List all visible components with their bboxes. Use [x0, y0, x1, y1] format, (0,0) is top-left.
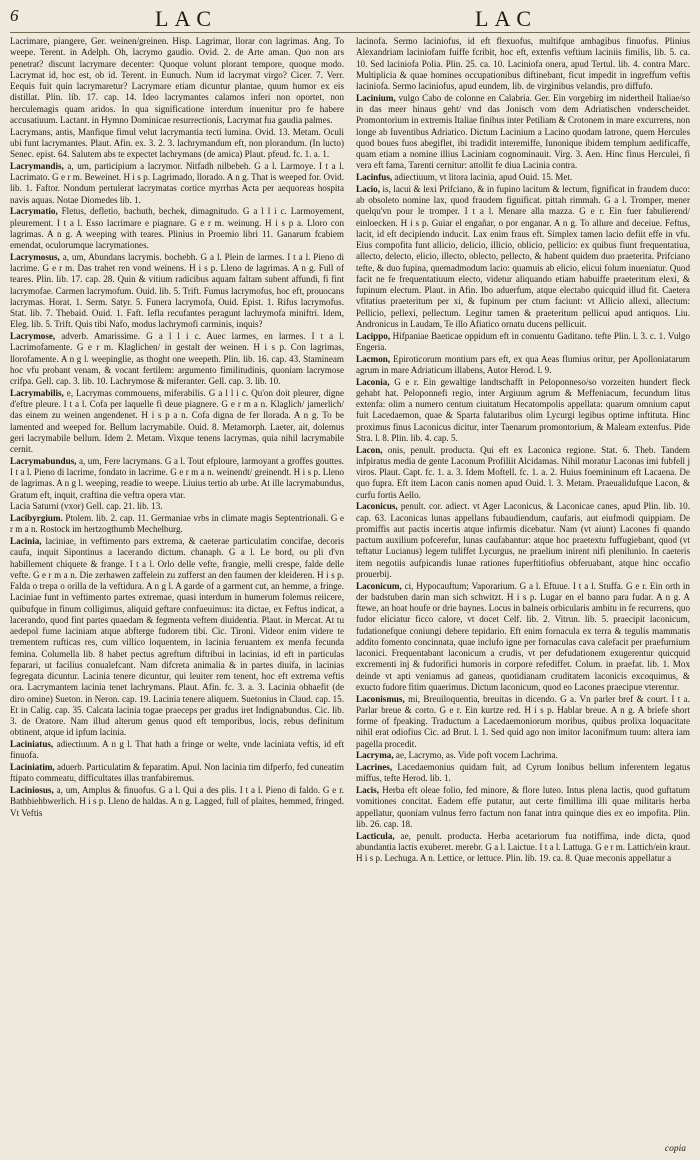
dictionary-entry [10, 739, 344, 762]
dictionary-entry [10, 388, 344, 456]
entry-headword: Lacrymandis, [10, 160, 64, 171]
entry-headword: Laciniosus, [10, 785, 54, 795]
entry-text: Lacrimare, piangere, Ger. weinen/greinen. Hisp. Lagrimar, llorar con lagrimas. Ang. To weepe. Terent. in Adelph. Oh, lacrymo gaudio. Ovid. 2. de Arte aman. Quo non ars penetrat? discunt lacrymare decenter: Quoque volunt plorant tempore, quoque modo. Lacrymat id, hoc est, ob id. Terent. in Eunuch. Num id lacrymat virgo? Cicer. 7. Verr. Eequis fuit quin lacrymaretur? Lacrymare etiam dicuntur plantae, quum humor ex eis distillat. Plin. lib. 17. cap. 14. Ideo lacrymantes calamos inferi non oportet, non herculemagis quam aridos. In qua significatione interdum inuenitur pro fe habere accusatiuum. Lactant. in Hymno Dominicae resurrectionis, Lacrymat fua gaudia palmes. [10, 36, 344, 125]
dictionary-entry [10, 206, 344, 251]
entry-text: Herba eft oleae folio, fed minore, & flore luteo. Intus plena lactis, quod guftatum vomitiones concitat. Eadem effe putatur, aut certe fimillima illi quae militaris herba appellatur, quoniam vulnus ferro factum non fanat intra quinque dies ex eo impofita. Plin. lib. 26. cap. 18. [356, 785, 690, 829]
entry-text: a, um, Abundans lacrymis. bochebh. G a l. Plein de larmes. I t a l. Pieno di lacrime. G e r m. Das trahet ren vond weinens. H i s p. Lleno de lagrimas. A n g. Full of teares. Plin. lib. 17. cap. 28. Quin & vitium radicibus aquam faltam subent affundi, fi fint lacrymofae. Carmen lacrymofum. Ouid. lib. 5. Trift. Fumus lacrymofus, hoc eft, prouocans lacrymas. Horat. 1. Serm. Satyr. 5. Funera lacrymofa, Ouid. Epist. 1. Rifus lacrymofus. Stat. lib. 7. Thebaid. Ouid. 1. Faft. Iefla recufantes peragunt lachrymofa miniftri. Idem, Eleg. lib. 5. Trift. Quis tibi Nafo, modus lachrymofi carminis, inquis? [10, 251, 344, 330]
entry-headword: Lacrines, [356, 762, 393, 772]
entry-headword: Laconicus, [356, 501, 398, 512]
entry-text: adiectiuum, vt litora lacinia, apud Ouid. 15. Met. [394, 172, 573, 182]
catchword: copia [664, 1144, 686, 1154]
entry-headword: Lacibyrgium. [10, 513, 63, 523]
dictionary-entry [10, 762, 344, 785]
entry-headword: Laciniatus, [10, 739, 54, 749]
entry-text: ae, Lacrymo, as. Vide poft vocem Lachrima. [395, 750, 558, 761]
entry-headword: Lacmon, [356, 353, 391, 364]
entry-headword: Lacinfus, [356, 172, 393, 182]
dictionary-entry [356, 184, 690, 330]
entry-text: a, um, participium a lacrymor. Nitfadh nilbebeh. G a l. Larmoye. I t a l. Lacrimato. G e r m. Beweinet. H i s p. Lagrimado, llorado. A n g. That is weeped for. Ovid. lib. 1. Faftor. Nondum pertulerat lacrymatas cortice myrrhas Acta per aequoreas hospita navis aquas. Notae Diomedes lib. 1. [10, 160, 344, 205]
dictionary-entry [356, 762, 690, 785]
dictionary-entry [10, 36, 344, 126]
entry-text: Lacia Saturni (vxor) Gell. cap. 21. lib. 13. [10, 501, 163, 512]
right-running-head: LAC [475, 6, 537, 31]
dictionary-entry [356, 93, 690, 172]
entry-text: vulgo Cabo de colonne en Calabria. Ger. Ein vorgebirg im nidertheil Italiae/so in das meer hinaus geht/ vnd das Jonisch vom dem Adriatischen vnderscheidet. Promontorium in extremis Italiae finibus inter Petiliam & Crotonem in mare excurrens, non longe ab Iuventibus Adriatico. Dictum Lacinium a Lacino quodam latrone, quem Hercules quod boues fuos abegiflet, ibi tradidit interemiffe, Iunonique ibidem templum aedificaffe, quam etiam a nomine illius Laciniam cognominauit. Virg. 3. Aen. Hinc finus Herculei, fi vera eft fama, Tarenti cernitur: attollit fe diua Lacinia contra. [356, 92, 690, 171]
entry-text: Lacedaemonius quidam fuit, ad Cyrum Ionibus bellum inferentem legatus miffus, tefte Herod. lib. 1. [356, 762, 690, 784]
dictionary-entry [10, 456, 344, 501]
entry-headword: Lacrymose, [10, 331, 56, 341]
entry-text: a, um, Fere lacrymans. G a l. Tout efploure, larmoyant a groffes gouttes. I t a l. Pieno di lacrime, fondato in lacrime. G e r m a n. weinendt/ greinendt. H i s p. Lleno de lagrimas. A n g l. weeping, readie to weepe. Liuius tertio ab urbe. At ille lacrymabundus, Gratum eft, inquit, craftina die veftra opera vtar. [10, 455, 344, 500]
dictionary-entry [356, 331, 690, 354]
entry-text: adverb. Amarissime. G a l l i c. Auec larmes, en larmes. I t a l. Lacrimofamente. G e r m. Klaglichen/ in gestalt der weinen. H i s p. Con lagrimas, llorofamente. A n g l. weepinglie, as thoght one weepeth. Plin. lib. 16. cap. 43. Stamineam hoc vfu probant venam, & vocant fertilem: argumento fimilitudinis, quoniam lacrymose crifpa. Gell. cap. 3. lib. 10. Lachrymose & miferanter. Gell. cap. 3. lib. 10. [10, 331, 344, 386]
dictionary-entry [10, 331, 344, 387]
page-header [10, 6, 690, 33]
entry-text: lacinofa. Sermo laciniofus, id eft flexuofus, multifque ambagibus finuofus. Plinius Alexandriam laciniofam fuiffe fcribit, hoc eft, extenfis veftium laciniis fimilis, lib. 5. ca. 10. Sed laciniofa Polia. Plin. 25. ca. 10. Laciniofa onera, apud Tertul. lib. 4. contra Marc. Multiplicia & quae homines occupationibus diftinebant, ficut impedit in ingreffum veftis laciniofa. Sermo laciniofus, apud eundem, lib. de virginibus velandis, pro diffufo. [356, 36, 690, 91]
entry-headword: Lacis, [356, 785, 379, 795]
entry-text: G e r. Ein gewaltige landtschafft in Peloponneso/so vorzeiten hundert fleck gehabt hat. Peloponnefi regio, inter Argiuum agrum & Meffeniacum, fecundum litus extenfa: olim a numero centum ciuitatum Hecatompolis appellata: quarum omnium caput fuit Lacedaemon, quae & Sparta falutaribus olim Lycurgi legibus optime inftituta. Hinc proximus finus Laconicus dicitur, inter Taenarum promontorium, & Maleam extenfus. Pide Stra. l. 8. Plin. lib. 4. cap. 5. [356, 376, 690, 443]
entry-headword: Lacrymabundus, [10, 455, 77, 466]
entry-headword: Lacryma, [356, 750, 394, 761]
entry-text: Fletus, defletio, bachuth, bechek, dimagnitudo. G a l l i c. Larmoyement, pleurement. I t a l. Esso lacrimare e piagnare. G e r m. weinung. H i s p a. Lloro con lagrimas. A n g. A weeping with teares. Plinius in Proemio libri 11. Ganarum fcabiem emendat, oculorumque lacrymationes. [10, 206, 344, 250]
entry-text: mi, Breuiloquentia, breuitas in dicendo. G a. Vn parler bref & court. I t a. Parlar breue & corto. G e r. Ein kurtze red. H i s p. Hablar breue. A n g. A briefe short forme of fpeaking. Traductum a Lacedaemoniorum moribus, quibus prolixa loquacitate nihil erat odiofius Cic. ad Brut. l. 1. Sed quid ago non imitor laconifmum tuum: altera iam pagella procedit. [356, 693, 690, 749]
entry-text: e, Lacrymas commouens, miferabilis. G a l l i c. Qu'on doit pleurer, digne d'eftre pleure. I t a l. Cofa per laquelle fi deue piagnere. G e r m a n. Klaglich/ jamerlich/ das einem zu weinen angendenet. H i s p a n. Cofa digna de fer llorada. A n g. To be lamented and weeped for. Bellum lacrymabile. Ouid. 8. Metamorph. Laeter, ait, dolemus geri lacrymabile bellum. Idem 2. Metam. Vixque tenens lacrymas, quia nihil lacrymabile cernit. [10, 387, 344, 454]
entry-text: ci, Hypocauftum; Vaporarium. G a l. Eftuue. I t a l. Stuffa. G e r. Ein orth in der badstuben darin man sich schwitzt. H i s p. Lugar en el banno para fudar. A n g. A ftewe, an hoat houfe or drie baynes. Locus in balneis orbicularis ambitu in fe recurrens, quo fudor eliciatur ficco calore, vt docet Celf. lib. 2. Vitrun. lib. 5. praecipit laconicum, fudationefque coniungi debere tepidario. Eft enim fornacula ex terra & tegulis mammatis addito fomento concinnata, quae inclufo igne per fornaculas cava calefacit per praefurnium laconici. Frequentabant laconicum a crudis, vt per defudationem exugerentur quicquid excrementi inj & fudorifici humoris in corpore refediffet. Colum. in praefat. lib. 1. Mox deinde vt apti veniamus ad ganeas, quotidianam cruditatem laconicis excoquimus, & exucto fudore fitim quaerimus. Dictum laconicum, quod eo Lacones praecipue vterentur. [356, 580, 690, 692]
left-running-head: LAC [155, 6, 217, 31]
dictionary-entry [10, 127, 344, 161]
dictionary-entry [356, 581, 690, 694]
entry-headword: Lacon, [356, 444, 383, 455]
page-number: 6 [10, 6, 19, 25]
dictionary-entry [10, 501, 344, 512]
text-columns [10, 36, 690, 1154]
entry-headword: Lacinium, [356, 92, 396, 103]
entry-headword: Lacippo, [356, 330, 391, 341]
entry-headword: Lacrymabilis, [10, 387, 64, 398]
entry-text: aduerb. Particulatim & feparatim. Apul. Non lacinia tim difperfo, fed cuneatim ftipato commeatu, difficultates illas tranfabiremus. [10, 762, 344, 784]
entry-text: penult. cor. adiect. vt Ager Laconicus, & Laconicae canes, apud Plin. lib. 10. cap. 63. Laconicas lunas appellans fubaudiendum, caufaris, aut eiufmodi quippiam. De promiffis aut pactis incertis atque infirmis dicebatur. Nam (vt aiunt) Lacones fi quando pactum auxilium pofcerefur, lunas caufabantur: atque hoc praetextu fuffugiebant, quod (vt teftatur Lucianus) legem tuliffet Lycurgus, ne praelium inirent nifi plenilunio. In caeteris item negotiis aufpicandis lunae rationes fuperftitiofius obferuabant, atque hinc occafio prouerbij. [356, 501, 690, 579]
entry-text: Lacrymans, antis, Manfique fimul velut lacrymantia tecti lumina. Ovid. 13. Metam. Oculi ubi funt lacrymantes. Plaut. Afin. ex. 3. 2. 3. lachrymandum eft, non plorandum. (In lucto) Senec. epist. 64. Salutem abs te expectet lachrymans (de amica) Plaut. pfeud. fc. 1. a. 1. [10, 126, 344, 159]
left-column [10, 36, 344, 1154]
dictionary-entry [10, 536, 344, 739]
dictionary-entry [356, 750, 690, 761]
dictionary-entry [356, 36, 690, 92]
entry-text: ae, penult. producta. Herba acetariorum fua notiffima, inde dicta, quod abundantia lactis exuberet. merebr. G a l. Laictue. I t a l. Lattuga. G e r m. Lattich/ein kraut. H i s p. Lechuga. A n. Lettice, or lettuce. Plin. lib. 19. ca. 8. Quae meconis appellatur a [356, 830, 690, 863]
entry-text: adiectiuum. A n g l. That hath a fringe or welte, vnde laciniata veftis, id eft finuofa. [10, 739, 344, 761]
dictionary-entry [10, 252, 344, 331]
entry-text: Hifpaniae Baeticae oppidum eft in conuentu Gaditano. tefte Plin. l. 3. c. 1. Vulgo Engeria. [356, 330, 690, 352]
entry-headword: Lacrymatio, [10, 206, 58, 217]
entry-text: a, um, Amplus & finuofus. G a l. Qui a des plis. I t a l. Pieno di faldo. G e r. Bathbiehbwerlich. H i s p. Lleno de haldas. A n g. Lagged, full of plaites, hemmed, fringed. Vt Veftis [10, 785, 344, 818]
dictionary-entry [10, 161, 344, 206]
dictionary-entry [356, 354, 690, 377]
entry-headword: Laconicum, [356, 580, 402, 591]
entry-headword: Laconia, [356, 376, 390, 387]
entry-headword: Laciniatim, [10, 762, 55, 772]
entry-text: laciniae, in veftimento pars extrema, & caeterae particulatim concifae, decoris caufa, inquit Sipontinus a lacerando dictum. chanaph. G a l. Le bord, ou pli d'vn habillement chiquete & frange. I t a l. Orlo delle vefte, frangie, melli crespe, falde delle vefte. G e r m a n. Die zerhawen zaffelein zu zufferst an den faumen der kleideren. H i s p. Falda o trepa o orilla de la veftidura. A n g l. A garde of a garment cut, an hemme, a fringe. Laciniae funt in veftimento partes extremae, quasi interdum in humerum folemus reiicere, quibufque in finum colligimus, aliquid geftare confueuimus: ita dictae, ex Feftus indicat, a lacerando, quod fint partes quaedam & fegmenta veftem diuidentia. Plaut. in Mercat. At tu aedepol fume laciniam atque abfterge fudorem tibi. Cic. Tironi. Videor enim videre te trementem rufticas res, cum villico loquentem, in lacinia feruantem ex menfa fecunda femina. Columella lib. 8 habet pectus agreftum diftribui in lacinias, id eft in particulas feparari, ut facilius conualefcant. Nam difcreta animalia & in partes diuifa, in lacinias fegregata dicuntur. Lacinia tenere dicuntur, qui leuiter rem tenent, hoc eft extrema veftis ora. Lacrymantem lacinia tenet lachrymans. Plaut. Afin. fc. 3. a. 3. Lacinia obhaefit (de diro omine) Sueton. in Neron. cap. 19. Lacinia tenere aliquem. Suetonius in Claud. cap. 15. Et in Calig. cap. 35. Calcata lacinia togae praeceps per gradus iret Indignabundus. Cic. lib. 3. de Oratore. Nam illud alterum genus quod eft temporibus, locis, rebus definitum obtinent, atque id ipfum lacinia. [10, 536, 344, 738]
dictionary-entry [356, 445, 690, 501]
dictionary-entry [10, 513, 344, 536]
entry-text: is, lacui & lexi Prifciano, & in fupino lacitum & lectum, fignificat in fraudem duco: ab obsoleto nomine lax, quod fraudem fignificat. pittah rimmah. G a l. Tromper, mener quelqu'vn pour le tromper. I t a l. Menare alla mazza. G e r. Ein fuer fabulierend/ einloecken. H i s p. Guiar el engañar, o por enganar. A n g. To allure and deceiue. Feftus, lacit, id eft decipiendo inducit. Lax enim fraus eft. Simplex tamen lacio defiit effe in vfu. Eius compofita funt allicio, delicio, illicio, oblicio, pellicio: ex quibus fiunt frequentatiua, allecto, delecto, elicio, illecto, oblecto, pellecto, & habent quidem duo praeterita. Prifciano tefte, & duo fupina, quemadmodum lacio: quamuis ab elicio, elicui folum inueniatur. Quod facit ne fe frequentatiuum electo, videtur aliquando etiam habuiffe praeteritum elexi, & fupinum electum. Plaut. in Afin. Ibo aduerfum, atque electabo quicquid illud fit. Caetera vfitatius praeteritum per xi, & fupinum per ctum faciunt: vt Allicio allexi, allectum: Pellicio, pellexi, pellectum. Legitur tamen & praeteritum pellicui apud antiquos. Liu. Andronicus in Laudam, Te illo Afiatico ornatu ducens pellicuit. [356, 183, 690, 329]
entry-text: Ptolem. lib. 2. cap. 11. Germaniae vrbs in climate magis Septentrionali. G e r m a n. Rostock im hertzogthumb Mechelburg. [10, 513, 344, 535]
entry-text: onis, penult. producta. Qui eft ex Laconica regione. Stat. 6. Theb. Tandem infpiratus media de gente Laconum Profiliit Alcidamas. Nihil moratur Laconas imi fubfell j viros. Plaut. Capt. fc. 1. a. 3. Idem Moftell. fc. 1. a. 2. Huius foemininum eft Lacaena. De quo fupra. Eft item Lacon canis nomen apud Ouid. l. 3. Metam. Praeualidufque Lacon, & curfu fortis Aello. [356, 444, 690, 500]
dictionary-entry [356, 694, 690, 750]
entry-headword: Lacio, [356, 183, 380, 194]
dictionary-entry [356, 377, 690, 445]
entry-headword: Lacrymosus, [10, 251, 60, 262]
entry-headword: Lacticula, [356, 830, 395, 841]
entry-text: Epiroticorum montium pars eft, ex qua Aeas flumius oritur, per Apolloniatarum agrum in mare Adriaticum illabens, Autor Herod. l. 9. [356, 353, 690, 375]
dictionary-entry [356, 785, 690, 830]
right-column [356, 36, 690, 1154]
dictionary-entry [356, 172, 690, 183]
dictionary-entry [356, 831, 690, 865]
dictionary-entry [356, 501, 690, 580]
entry-headword: Laconismus, [356, 693, 405, 704]
dictionary-entry [10, 785, 344, 819]
entry-headword: Lacinia, [10, 536, 42, 546]
